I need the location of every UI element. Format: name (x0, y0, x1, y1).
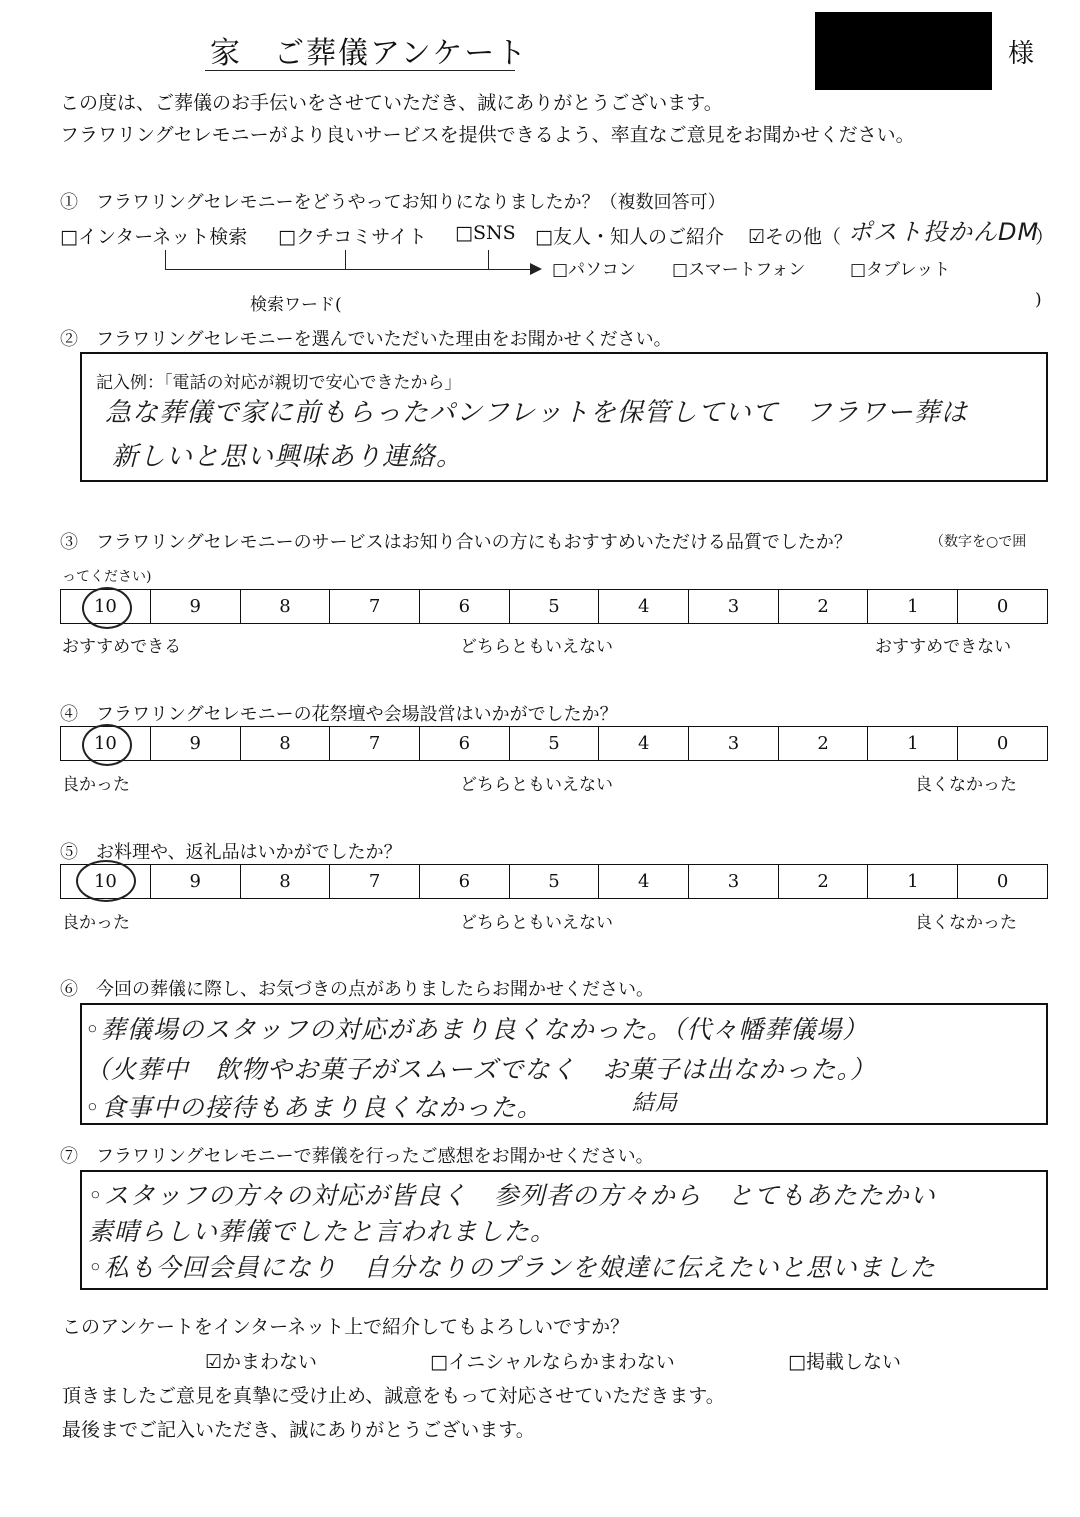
intro-line-1: この度は、ご葬儀のお手伝いをさせていただき、誠にありがとうございます。 (60, 92, 723, 114)
rating-8[interactable]: 8 (240, 865, 330, 899)
question-1: ① フラワリングセレモニーをどうやってお知りになりましたか？（複数回答可） (60, 192, 726, 213)
selected-circle-icon (82, 724, 132, 766)
rating-6[interactable]: 6 (419, 590, 509, 624)
publish-option-initials[interactable]: □イニシャルならかまわない (430, 1351, 675, 1373)
search-word-close: ) (1035, 290, 1042, 310)
rating-4[interactable]: 4 (599, 727, 689, 761)
q5-right-label: 良くなかった (915, 913, 1017, 933)
selected-circle-icon (76, 860, 136, 902)
rating-8[interactable]: 8 (240, 590, 330, 624)
q7-answer-line-1: ◦スタッフの方々の対応が皆良く 参列者の方々から とてもあたたかい (88, 1181, 936, 1210)
q1-option-sns[interactable]: □SNS (455, 222, 516, 244)
q6-answer-note: 結局 (632, 1091, 679, 1116)
rating-6[interactable]: 6 (419, 727, 509, 761)
q3-note-continued: ってください) (62, 569, 152, 585)
rating-3[interactable]: 3 (689, 865, 779, 899)
q5-left-label: 良かった (62, 913, 130, 933)
closing-line-2: 最後までご記入いただき、誠にありがとうございます。 (62, 1419, 535, 1441)
q6-answer-line-2: （火葬中 飲物やお菓子がスムーズでなく お菓子は出なかった。） (85, 1055, 877, 1084)
rating-10[interactable]: 10 (61, 865, 151, 899)
rating-1[interactable]: 1 (868, 865, 958, 899)
rating-4[interactable]: 4 (599, 865, 689, 899)
question-4: ④ フラワリングセレモニーの花祭壇や会場設営はいかがでしたか？ (60, 704, 618, 725)
rating-9[interactable]: 9 (150, 865, 240, 899)
question-6: ⑥ 今回の葬儀に際し、お気づきの点がありましたらお聞かせください。 (60, 979, 654, 1000)
rating-2[interactable]: 2 (778, 590, 868, 624)
device-smartphone[interactable]: □スマートフォン (672, 260, 806, 280)
question-3: ③ フラワリングセレモニーのサービスはお知り合いの方にもおすすめいただける品質でしたか？ (60, 532, 852, 553)
publish-option-ok[interactable]: ☑かまわない (205, 1351, 318, 1373)
q1-option-review-site[interactable]: □クチコミサイト (278, 226, 427, 248)
q5-mid-label: どちらともいえない (460, 913, 613, 933)
q5-rating-scale (60, 864, 1048, 899)
question-2: ② フラワリングセレモニーを選んでいただいた理由をお聞かせください。 (60, 329, 672, 350)
redacted-name (815, 12, 992, 90)
intro-line-2: フラワリングセレモニーがより良いサービスを提供できるよう、率直なご意見をお聞かせください。 (60, 124, 915, 146)
rating-2[interactable]: 2 (778, 865, 868, 899)
rating-10[interactable]: 10 (61, 727, 151, 761)
q6-answer-line-1: ◦葬儀場のスタッフの対応があまり良くなかった。（代々幡葬儀場） (85, 1015, 869, 1044)
q2-answer-line-1: 急な葬儀で家に前もらったパンフレットを保管していて フラワー葬は (105, 398, 968, 428)
rating-0[interactable]: 0 (958, 865, 1048, 899)
rating-5[interactable]: 5 (509, 727, 599, 761)
rating-6[interactable]: 6 (419, 865, 509, 899)
rating-2[interactable]: 2 (778, 727, 868, 761)
survey-title: 家 ご葬儀アンケート (210, 36, 529, 71)
rating-0[interactable]: 0 (958, 727, 1048, 761)
q3-rating-scale (60, 589, 1048, 624)
rating-10[interactable]: 10 (61, 590, 151, 624)
q3-left-label: おすすめできる (62, 637, 182, 657)
rating-1[interactable]: 1 (868, 590, 958, 624)
q1-option-other[interactable]: ☑その他（ (748, 226, 842, 248)
q1-option-friend[interactable]: □友人・知人のご紹介 (535, 226, 724, 248)
q2-answer-line-2: 新しいと思い興味あり連絡。 (112, 442, 464, 472)
title-underline (205, 70, 515, 71)
selected-circle-icon (82, 587, 132, 629)
rating-5[interactable]: 5 (509, 865, 599, 899)
q7-answer-line-2: 素晴らしい葬儀でしたと言われました。 (88, 1217, 557, 1246)
q6-answer-line-3: ◦食事中の接待もあまり良くなかった。 (85, 1093, 543, 1122)
closing-line-1: 頂きましたご意見を真摯に受け止め、誠意をもって対応させていただきます。 (62, 1385, 725, 1407)
honorific: 様 (1008, 39, 1035, 69)
device-tablet[interactable]: □タブレット (850, 260, 951, 280)
q2-example: 記入例：「電話の対応が親切で安心できたから」 (96, 373, 462, 393)
rating-1[interactable]: 1 (868, 727, 958, 761)
q4-mid-label: どちらともいえない (460, 775, 613, 795)
connector-line (345, 250, 346, 270)
question-5: ⑤ お料理や、返礼品はいかがでしたか？ (60, 842, 402, 863)
rating-5[interactable]: 5 (509, 590, 599, 624)
connector-line (488, 250, 489, 270)
question-7: ⑦ フラワリングセレモニーで葬儀を行ったご感想をお聞かせください。 (60, 1146, 654, 1167)
rating-7[interactable]: 7 (330, 865, 420, 899)
q4-rating-scale (60, 726, 1048, 761)
connector-line (165, 250, 166, 270)
q4-right-label: 良くなかった (915, 775, 1017, 795)
rating-0[interactable]: 0 (958, 590, 1048, 624)
connector-arrow-line (165, 269, 533, 270)
rating-3[interactable]: 3 (689, 590, 779, 624)
arrow-head-icon (530, 263, 542, 275)
rating-9[interactable]: 9 (150, 590, 240, 624)
rating-7[interactable]: 7 (330, 727, 420, 761)
rating-8[interactable]: 8 (240, 727, 330, 761)
publish-question: このアンケートをインターネット上で紹介してもよろしいですか？ (62, 1316, 630, 1338)
rating-9[interactable]: 9 (150, 727, 240, 761)
rating-4[interactable]: 4 (599, 590, 689, 624)
q3-mid-label: どちらともいえない (460, 637, 613, 657)
q1-option-internet[interactable]: □インターネット検索 (60, 226, 248, 248)
q7-answer-line-3: ◦私も今回会員になり 自分なりのプランを娘達に伝えたいと思いました (88, 1253, 936, 1282)
q1-other-close: ） (1035, 226, 1055, 248)
rating-3[interactable]: 3 (689, 727, 779, 761)
publish-option-no[interactable]: □掲載しない (788, 1351, 901, 1373)
device-pc[interactable]: □パソコン (552, 260, 636, 280)
q1-other-answer: ポスト投かんDM (848, 218, 1040, 246)
rating-7[interactable]: 7 (330, 590, 420, 624)
q4-left-label: 良かった (62, 775, 130, 795)
search-word-label: 検索ワード( (250, 295, 342, 315)
q3-right-label: おすすめできない (875, 637, 1012, 657)
q3-note: （数字を○で囲 (930, 534, 1027, 550)
